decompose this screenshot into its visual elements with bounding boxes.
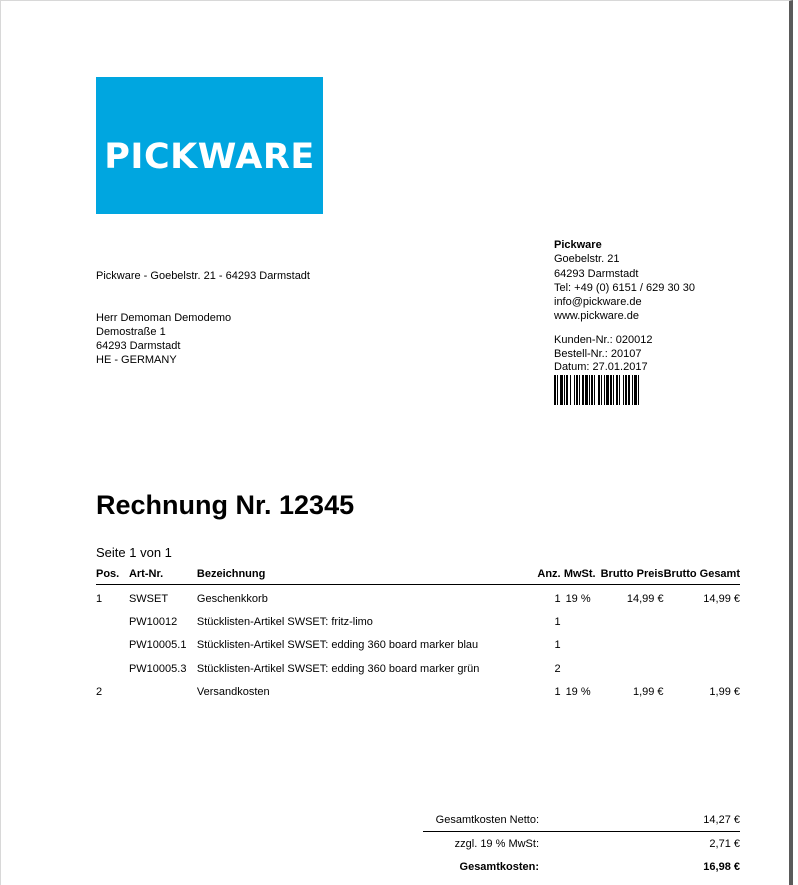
net-total-label: Gesamtkosten Netto: <box>435 813 539 826</box>
header-quantity: Anz. <box>528 565 561 585</box>
barcode-bar <box>623 375 624 405</box>
header-price: Brutto Preis <box>596 565 664 585</box>
cell-total <box>664 634 740 657</box>
cell-vat <box>561 634 596 657</box>
barcode-bar <box>606 375 609 405</box>
table-header-row <box>96 565 740 585</box>
barcode-bar <box>604 375 605 405</box>
company-info <box>554 238 695 324</box>
totals-table <box>423 808 740 878</box>
gross-total-label: Gesamtkosten: <box>459 860 539 873</box>
cell-total: 1,99 € <box>709 685 740 698</box>
sender-return-address: Pickware - Goebelstr. 21 - 64293 Darmstadt <box>96 270 310 282</box>
header-total: Brutto Gesamt <box>664 565 740 585</box>
cell-description: Stücklisten-Artikel SWSET: edding 360 board marker grün <box>196 662 480 675</box>
totals-net-row <box>423 808 740 832</box>
totals-vat-row <box>423 832 740 856</box>
cell-vat: 19 % <box>565 592 591 605</box>
barcode-bar <box>616 375 618 405</box>
company-phone: Tel: +49 (0) 6151 / 629 30 30 <box>554 281 695 294</box>
cell-price <box>596 634 664 657</box>
cell-price <box>596 610 664 633</box>
barcode-bar <box>557 375 558 405</box>
pickware-logo <box>96 77 323 214</box>
company-name: Pickware <box>554 239 602 251</box>
page-info: Seite 1 von 1 <box>96 545 172 560</box>
gross-total-value: 16,98 € <box>703 860 740 873</box>
header-artnr: Art-Nr. <box>129 565 197 585</box>
barcode-bar <box>625 375 627 405</box>
barcode-bar <box>598 375 600 405</box>
barcode-bar <box>574 375 575 405</box>
recipient-address <box>96 311 231 367</box>
logo-text: PICKWARE <box>104 136 315 177</box>
barcode-bar <box>564 375 565 405</box>
barcode-bar <box>566 375 568 405</box>
barcode-bar <box>632 375 633 405</box>
totals-gross-row <box>423 855 740 878</box>
barcode-bar <box>576 375 578 405</box>
barcode-bar <box>585 375 588 405</box>
cell-quantity: 1 <box>554 592 561 605</box>
company-website: www.pickware.de <box>554 310 639 323</box>
customer-number: Kunden-Nr.: 020012 <box>554 334 653 346</box>
barcode-bar <box>594 375 595 405</box>
header-description: Bezeichnung <box>197 565 528 585</box>
cell-price <box>596 657 664 680</box>
cell-total <box>664 610 740 633</box>
company-street: Goebelstr. 21 <box>554 253 620 266</box>
cell-vat <box>561 610 596 633</box>
barcode-bar <box>554 375 556 405</box>
cell-price: 1,99 € <box>632 685 664 698</box>
cell-artnr: PW10005.3 <box>128 662 187 675</box>
cell-vat: 19 % <box>565 685 591 698</box>
cell-pos: 1 <box>96 592 103 605</box>
cell-vat <box>561 657 596 680</box>
order-number: Bestell-Nr.: 20107 <box>554 347 642 360</box>
cell-pos <box>96 657 129 680</box>
recipient-name: Herr Demoman Demodemo <box>96 312 232 324</box>
company-city: 64293 Darmstadt <box>554 267 639 280</box>
cell-total: 14,99 € <box>703 592 740 605</box>
cell-artnr <box>129 680 197 703</box>
barcode-bar <box>601 375 602 405</box>
recipient-country: HE - GERMANY <box>96 354 177 366</box>
cell-quantity: 1 <box>554 615 561 628</box>
cell-artnr: PW10012 <box>128 615 178 628</box>
invoice-meta <box>554 334 652 375</box>
cell-total <box>664 657 740 680</box>
cell-quantity: 2 <box>554 662 561 675</box>
net-total-value: 14,27 € <box>703 813 740 826</box>
header-vat: MwSt. <box>561 565 596 585</box>
table-row <box>96 680 740 703</box>
cell-artnr: SWSET <box>128 592 169 605</box>
barcode-bar <box>582 375 584 405</box>
barcode <box>554 375 674 405</box>
barcode-bar <box>579 375 580 405</box>
cell-price: 14,99 € <box>626 592 664 605</box>
table-row <box>96 634 740 657</box>
barcode-bar <box>628 375 630 405</box>
barcode-bar <box>610 375 612 405</box>
cell-quantity: 1 <box>554 639 561 652</box>
cell-description: Versandkosten <box>196 685 270 698</box>
barcode-bar <box>560 375 563 405</box>
cell-description: Stücklisten-Artikel SWSET: fritz-limo <box>196 615 373 628</box>
recipient-street: Demostraße 1 <box>96 326 166 338</box>
company-email: info@pickware.de <box>554 296 642 309</box>
barcode-bar <box>638 375 639 405</box>
barcode-bar <box>619 375 620 405</box>
cell-description: Geschenkkorb <box>196 592 268 605</box>
cell-pos: 2 <box>96 685 103 698</box>
cell-description: Stücklisten-Artikel SWSET: edding 360 board marker blau <box>196 639 479 652</box>
cell-quantity: 1 <box>554 685 561 698</box>
line-items-table <box>96 565 740 703</box>
barcode-bar <box>589 375 590 405</box>
table-row <box>96 585 740 611</box>
invoice-date: Datum: 27.01.2017 <box>554 361 648 373</box>
header-pos: Pos. <box>96 565 129 585</box>
vat-label: zzgl. 19 % MwSt: <box>423 832 539 856</box>
barcode-bar <box>613 375 614 405</box>
recipient-city: 64293 Darmstadt <box>96 340 181 352</box>
invoice-title: Rechnung Nr. 12345 <box>96 490 355 520</box>
cell-pos <box>96 610 129 633</box>
barcode-bar <box>591 375 593 405</box>
table-row <box>96 610 740 633</box>
cell-pos <box>96 634 129 657</box>
cell-artnr: PW10005.1 <box>128 639 187 652</box>
barcode-bar <box>634 375 637 405</box>
table-row <box>96 657 740 680</box>
vat-value: 2,71 € <box>539 832 740 856</box>
barcode-bar <box>570 375 571 405</box>
